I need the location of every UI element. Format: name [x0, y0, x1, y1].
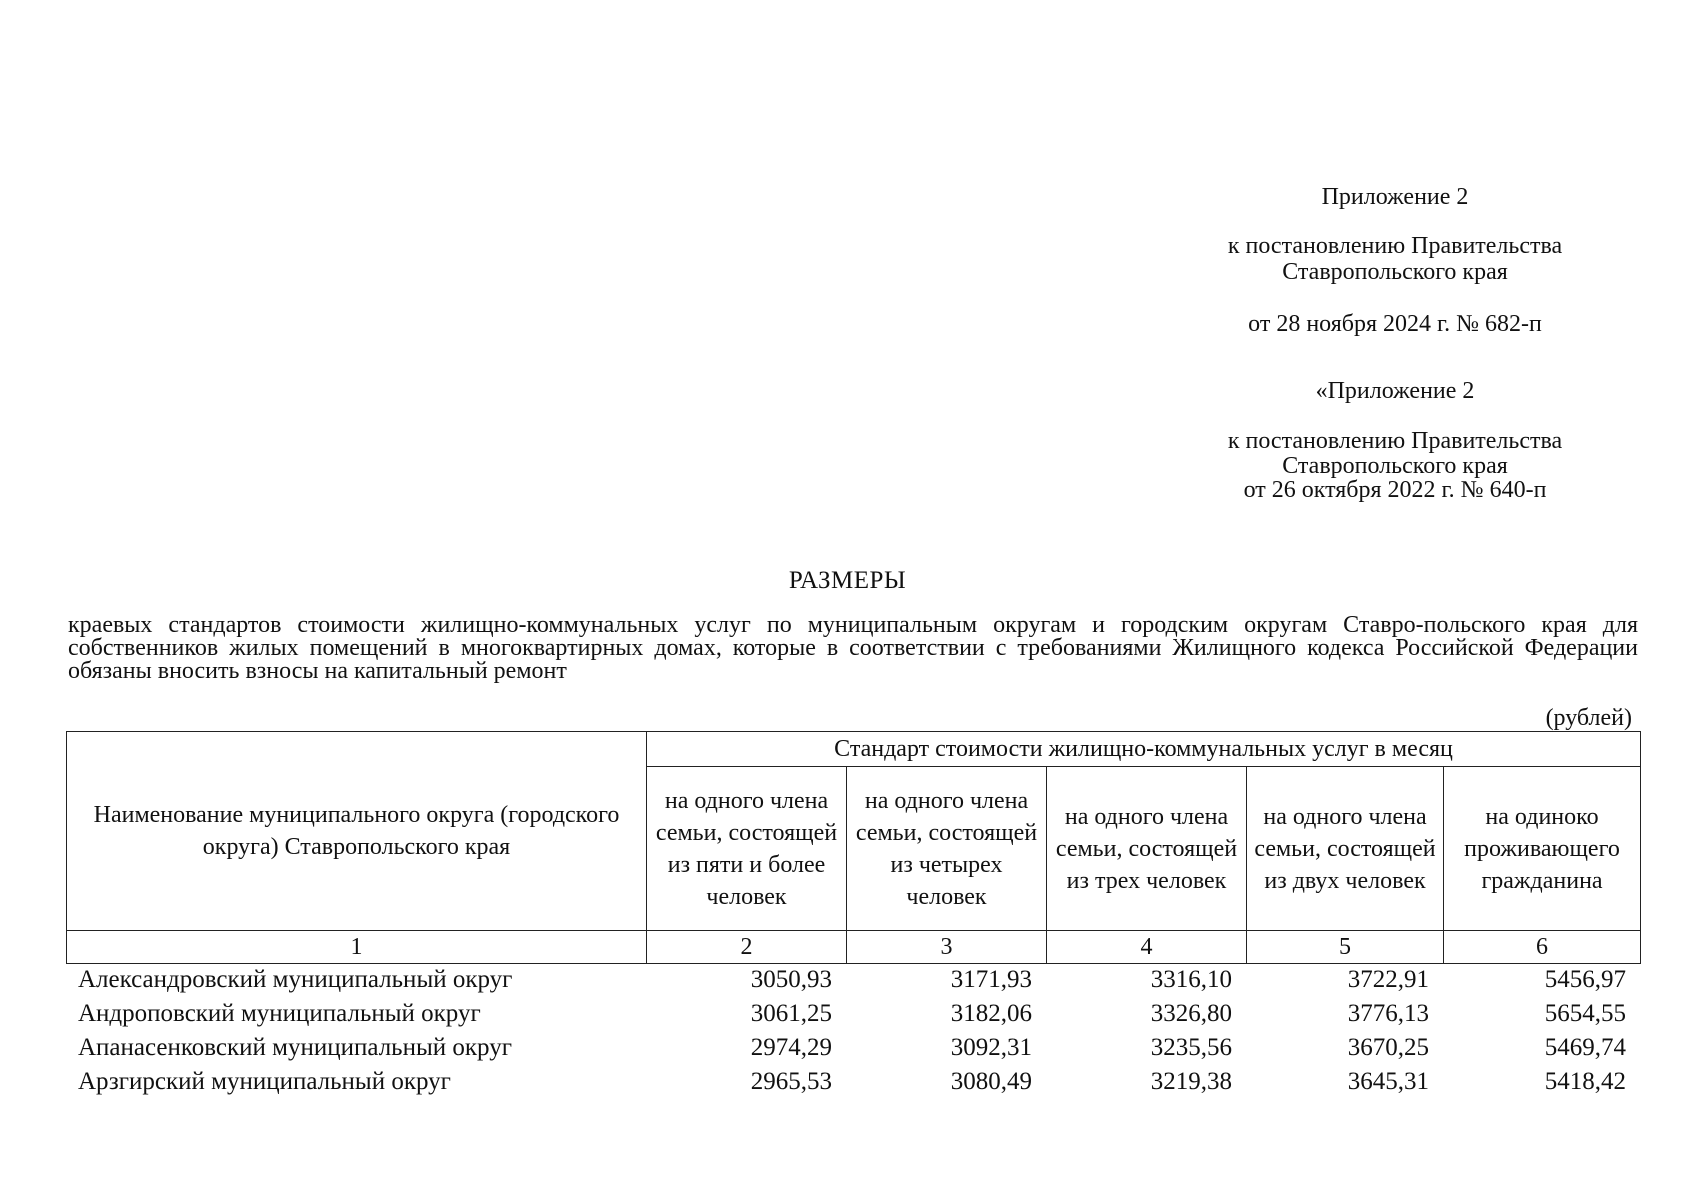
column-number: 2	[647, 931, 847, 964]
value-cell: 3326,80	[1150, 1000, 1232, 1027]
value-cell: 5469,74	[1544, 1034, 1626, 1061]
appendix-label: Приложение 2	[1321, 184, 1469, 210]
district-name: Апанасенковский муниципальный округ	[78, 1034, 512, 1061]
decree-original-line-1: к постановлению Правительства	[1227, 428, 1563, 454]
value-cell: 3050,93	[750, 966, 832, 993]
column-number: 1	[67, 931, 647, 964]
district-name: Андроповский муниципальный округ	[78, 1000, 481, 1027]
value-cell: 3316,10	[1150, 966, 1232, 993]
column-header-five-plus: на одного члена семьи, состоящей из пяти и более человек	[647, 767, 847, 931]
table-row	[66, 997, 1640, 1031]
column-number: 3	[847, 931, 1047, 964]
value-cell: 3722,91	[1347, 966, 1429, 993]
value-cell: 3235,56	[1150, 1034, 1232, 1061]
units-label: (рублей)	[1545, 705, 1632, 731]
standards-table-header	[66, 731, 1641, 964]
value-cell: 5654,55	[1544, 1000, 1626, 1027]
value-cell: 2965,53	[750, 1068, 832, 1095]
column-header-name: Наименование муниципального округа (городского округа) Ставропольского края	[67, 732, 647, 931]
standards-table-body	[66, 963, 1640, 1099]
value-cell: 3182,06	[950, 1000, 1032, 1027]
document-title: РАЗМЕРЫ	[788, 567, 907, 594]
decree-line-1: к постановлению Правительства	[1227, 233, 1563, 259]
table-row	[66, 1031, 1640, 1065]
table-row	[66, 963, 1640, 997]
decree-date: от 28 ноября 2024 г. № 682-п	[1248, 311, 1542, 337]
appendix-label-original: «Приложение 2	[1315, 378, 1475, 404]
value-cell: 3776,13	[1347, 1000, 1429, 1027]
value-cell: 3670,25	[1347, 1034, 1429, 1061]
value-cell: 5418,42	[1544, 1068, 1626, 1095]
column-header-three: на одного члена семьи, состоящей из трех человек	[1047, 767, 1247, 931]
value-cell: 3092,31	[950, 1034, 1032, 1061]
decree-original-line-2: Ставропольского края	[1282, 453, 1508, 479]
value-cell: 3080,49	[950, 1068, 1032, 1095]
value-cell: 3219,38	[1150, 1068, 1232, 1095]
decree-line-2: Ставропольского края	[1282, 259, 1508, 285]
value-cell: 3645,31	[1347, 1068, 1429, 1095]
column-number: 6	[1444, 931, 1641, 964]
document-subtitle: краевых стандартов стоимости жилищно-коммунальных услуг по муниципальным округам и городским округам Ставро-польского края для собственников жилых помещений в многоквартирных домах, которые в соответствии с требованиями Жилищного кодекса Российской Федерации обязаны вносить взносы на капитальный ремонт	[68, 612, 1638, 684]
value-cell: 2974,29	[750, 1034, 832, 1061]
value-cell: 5456,97	[1544, 966, 1626, 993]
column-number: 4	[1047, 931, 1247, 964]
decree-original-date: от 26 октября 2022 г. № 640-п	[1243, 477, 1547, 503]
value-cell: 3171,93	[950, 966, 1032, 993]
column-number: 5	[1247, 931, 1444, 964]
district-name: Арзгирский муниципальный округ	[78, 1068, 451, 1095]
table-row	[66, 1065, 1640, 1099]
value-cell: 3061,25	[750, 1000, 832, 1027]
district-name: Александровский муниципальный округ	[78, 966, 513, 993]
column-group-header: Стандарт стоимости жилищно-коммунальных услуг в месяц	[647, 732, 1641, 767]
column-header-four: на одного члена семьи, состоящей из четырех человек	[847, 767, 1047, 931]
column-header-single: на одиноко проживающего гражданина	[1444, 767, 1641, 931]
column-header-two: на одного члена семьи, состоящей из двух человек	[1247, 767, 1444, 931]
